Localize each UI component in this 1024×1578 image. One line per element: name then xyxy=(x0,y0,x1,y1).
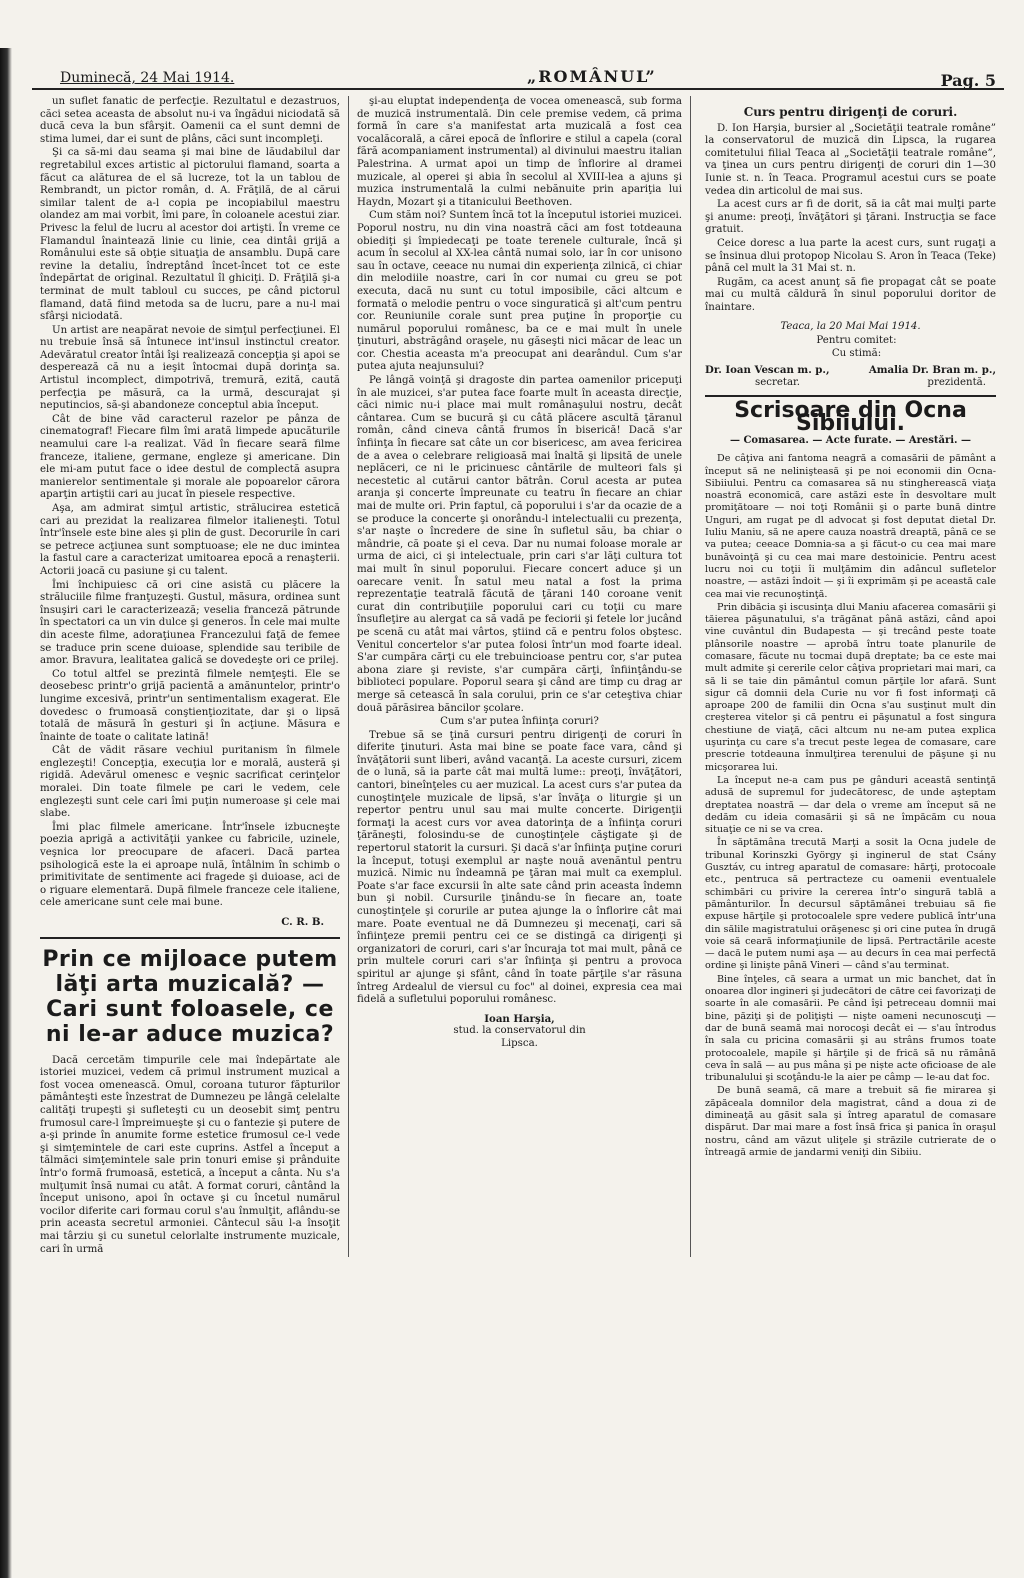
notice-title: Curs pentru dirigenţi de coruri. xyxy=(743,105,958,119)
author-city: Lipsca. xyxy=(501,1037,538,1049)
signature-right: Amalia Dr. Bran m. p., xyxy=(868,364,996,377)
paragraph: Pe lângă voinţă şi dragoste din partea oamenilor pricepuţi în ale muzicei, s'ar putea face foarte mult în aceasta direcţie, căci nimic nu-i place mai mult românaşului nostru, decât cântarea. Cum se bucură şi cu câtă plăcere ascultă ţăranul român, când cineva cântă frumos în biserică! Dacă s'ar înfiinţa în fiecare sat câte un cor bisericesc, am avea fericirea de a avea o celebrare religioasă mai înaltă şi lipsită de unele neplăceri, ce ni le pricinuesc cântările de multeori fals şi necestetic al cutărui cantor bătrân. Corul acesta ar putea aranja şi concerte împreunate cu teatru în fiecare an chiar mai de multe ori. Prin faptul, că poporului i s'ar da ocazie de a se produce la concerte şi onorându-l intelectualii cu prezenţa, s'ar naşte o încredere de sine în sufletul său, ba chiar o mândrie, că poate şi el ceva. Dar nu numai foloase morale ar urma de aici, ci şi intelectuale, prin cari s'ar lăţi cultura tot mai mult în sinul poporului. Fiecare concert aduce şi un oarecare venit. În satul meu natal a fost la prima reprezentaţie teatrală făcută de ţărani 140 coroane venit curat din contribuţiile poporului cari cu toţii cu mare însufleţire au alergat ca să vadă pe feciorii şi fetele lor jucând pe scenă cu atât mai vârtos, ştiind că e pentru folos obştesc. Venitul concertelor s'ar putea folosi într'un mod foarte ideal. S'ar cumpăra cărţi cu ele trebuincioase pentru cor, s'ar putea abona ziare şi reviste, s'ar cumpăra cărţi, înfiinţându-se biblioteci populare. Poporul seara şi când are timp cu drag ar merge să cetească în sala corului, prin ce s'ar ceteştiva chiar două părăsirea băncilor şcolare. xyxy=(357,375,682,714)
paragraph: Trebue să se ţină cursuri pentru dirigenţi de coruri în diferite ţinuturi. Asta mai bine se poate face vara, când şi învăţătorii sunt liberi, având vacanţă. La aceste cursuri, zicem de o lună, să ia parte cât mai multă lume:: preoţi, învăţători, cantori, bineînţeles cu aer muzical. La acest curs s'ar putea da cunoştinţele muzicale de lipsă, s'ar învăţa o liturgie şi un repertor pentru unul sau mai multe concerte. Dirigenţii formaţi la acest curs vor avea datorinţa de a înfiinţa coruri ţărăneşti, folosindu-se de cunoştinţele căştigate şi de repertorul statorit la cursuri. Şi dacă s'ar înfiinţa puţine coruri la început, totuşi exemplul ar naşte nouă avenăntul pentru muzică. Nimic nu îndeamnă pe ţăran mai mult ca exemplul. Poate s'ar face excursii în alte sate când prin aceasta îndemn bun şi nobil. Cursurile ţinându-se în fiecare an, toate cunoştinţele şi corurile ar putea ajunge la o înflorire cât mai mare. Poate eventual ne dă Dumnezeu şi mecenaţi, cari să înfiinţeze premii pentru cei ce se distingă ca dirigenţi şi organizatori de coruri, cari s'ar încuraja tot mai mult, până ce prin multele coruri cari s'ar înfiinţa şi pentru a provoca spiritul ar ajunge şi sfânt, când în toate părţile s'ar răsuna întreg Ardealul de viersul cu foc" al doinei, expresia cea mai fidelă a sufletului poporului românesc. xyxy=(357,729,682,1006)
newspaper-page xyxy=(0,48,1024,1578)
issue-date: Duminecă, 24 Mai 1914. xyxy=(60,70,235,86)
paragraph: D. Ion Harşia, bursier al „Societăţii teatrale române” la conservatorul de muzică din Lipsca, la rugarea comitetului filial Teaca al „Societăţii teatrale române”, va ţinea un curs pentru dirigenţi de coruri din 1—30 Iunie st. n. în Teaca. Programul acestui curs se poate vedea din articolul de mai sus. xyxy=(705,122,996,197)
paragraph: un suflet fanatic de perfecţie. Rezultatul e dezastruos, căci setea aceasta de absolut nu-i va îngădui niciodată să ducă ceva la bun sfârşit. Oamenii ca el sunt demni de stima lumei, dar ei sunt de plâns, căci sunt incompleţi. xyxy=(40,96,340,145)
paragraph: Îmi închipuiesc că ori cine asistă cu plăcere la străluciile filme franţuzeşti. Gustul, măsura, ordinea sunt însuşiri cari le caracterizează; veselia franceză pătrunde în spectatori ca un vin dulce şi generos. În cele mai multe din aceste filme, adoraţiunea Francezului faţă de femee se traduce prin scene duioase, splendide sau teribile de amor. Bravura, lealitatea galică se dovedeşte ori ce prilej. xyxy=(40,579,340,667)
paragraph: Şi ca să-mi dau seama şi mai bine de lăudabilul dar regretabilul exces artistic al pictorului flamand, soarta a făcut ca alăturea de el să lucreze, tot la un tablou de Rembrandt, un pictor român, d. A. Frăţilă, de al cărui similar talent de a-l copia pe incopiabilul maestru olandez am mai vorbit, îmi pare, în coloanele acestui ziar. Privesc la felul de lucru al acestor doi artişti. În vreme ce Flamandul înaintează linie cu linie, cea dintâi grijă a Românului este să obţie situaţia de ansamblu. După care revine la detaliu, îndreptând încet-încet tot ce este îndepărtat de original. Rezultatul îl ghiciţi. D. Frăţilă şi-a terminat de mult tabloul cu succes, pe când pictorul flamand, dată fiind metoda sa de lucru, pare a nu-l mai sfârşi niciodată. xyxy=(40,147,340,323)
newspaper-title: „ROMÂNUL” xyxy=(527,67,657,86)
role-right: prezidentă. xyxy=(927,376,986,388)
committee-label: Pentru comitet: xyxy=(816,335,897,347)
paragraph: La început ne-a cam pus pe gânduri această sentinţă adusă de supremul for judecătoresc, de unde aşteptam dreptatea noastră — dar dela o vreme am început să ne dedăm cu ideia comasării şi să ne împăcăm cu noua situaţie ce ni se va crea. xyxy=(705,774,996,836)
paragraph: Un artist are neapărat nevoie de simţul perfecţiunei. El nu trebuie însă să întunece int'insul instinctul creator. Adevăratul creator întâi îşi realizează concepţia şi apoi se desperează că nu a ieşit întocmai după dorinţa sa. Artistul incomplect, dimpotrivă, tremură, ezită, caută perfecţia pe măsură, ca la urmă, descurajat şi neputincios, să-şi abandoneze conceptul abia început. xyxy=(40,324,340,412)
page-number: Pag. 5 xyxy=(940,71,996,90)
paragraph: Prin dibăcia şi iscusinţa dlui Maniu afacerea comasării şi tăierea păşunatului, s'a trăgănat până astăzi, când apoi vine cuvântul din Budapesta — şi trecând peste toate plânsorile noastre — aprobă întru toate planurile de comasare, făcute nu tocmai după dreptate; ba ce este mai mult admite şi cererile celor câţiva proprietari mai mari, ca să li se taie din pământul comun părţile lor afară. Sunt sigur că domnii dela Curie nu vor fi fost informaţi că aproape 200 de familii din Ocna s'au susţinut mult din creşterea vitelor şi că pentru ei păşunatul a fost singura chestiune de viaţă, căci altcum nu ne-am putea explica uşurinţa cu care s'a trecut peste legea de comasare, care prescrie totdeauna înmulţirea terenului de păşune şi nu micşorarea lui. xyxy=(705,601,996,773)
section-question: Cum s'ar putea înfiinţa coruri? xyxy=(440,716,599,728)
author-affiliation: stud. la conservatorul din xyxy=(453,1025,586,1037)
article-subhead: — Comasarea. — Acte furate. — Arestări. — xyxy=(729,434,972,446)
paragraph: Ceice doresc a lua parte la acest curs, sunt rugaţi a se însinua dlui protopop Nicolau S. Aron în Teaca (Teke) până cel mult la 31 Mai st. n. xyxy=(705,237,996,275)
column-2 xyxy=(348,96,690,1257)
paragraph: Cum stăm noi? Suntem încă tot la începutul istoriei muzicei. Poporul nostru, nu din vina noastră căci am fost totdeauna obiediţi şi împiedecaţi pe toate terenele culturale, încă şi acum în secolul al XX-lea cântă numai solo, iar în cor unisono sau în octave, ceeace nu numai din experienţa zilnică, ci chiar din melodiile noastre, cari în cor numai cu greu se pot executa, dacă nu sunt cu totul imposibile, căci altcum e formată o melodie pentru o voce singuratică şi alt'cum pentru cor. Reuniunile corale sunt prea puţine în proporţie cu numărul poporului românesc, ba ce e mai mult în unele ţinuturi, abstrăgând oraşele, nu găseşti nici măcar de leac un cor. Chestia aceasta m'a preocupat ani dearândul. Cum s'ar putea ajuta neajunsului? xyxy=(357,210,682,373)
regards-label: Cu stimă: xyxy=(831,347,882,359)
columns xyxy=(32,96,1004,1257)
column-1 xyxy=(32,96,348,1257)
paragraph: şi-au eluptat independenţa de vocea omenească, sub forma de muzică instrumentală. Din cele premise vedem, că prima formă în care s'a manifestat arta muzicală a fost cea vocalăcorală, a cărei epocă de înflorire e stilul a capela (coral fără acompaniament instrumental) al divinului maestru italian Palestrina. A urmat apoi un timp de înflorire al dramei muzicale, al operei şi abia în secolul al XVIII-lea a ajuns şi muzica instrumentală la culmi nebănuite prin apariţia lui Haydn, Mozart şi a titanicului Beethoven. xyxy=(357,96,682,208)
paragraph: Cât de vădit răsare vechiul puritanism în filmele englezeşti! Concepţia, execuţia lor e morală, austeră şi rigidă. Adevărul omenesc e veşnic sacrificat cerinţelor moralei. Din toate filmele pe cari le vedem, cele englezeşti sunt cele cari îmi puţin numeroase şi cele mai slabe. xyxy=(40,745,340,820)
divider xyxy=(40,937,340,939)
divider xyxy=(705,395,996,397)
paragraph: Co totul altfel se prezintă filmele nemţeşti. Ele se deosebesc printr'o grijă pacientă a amănuntelor, printr'o lungime excesivă, printr'un sentimentalism exagerat. Ele dovedesc o frumoasă conştienţiozitate, dar şi o lipsă totală de măsură în gesturi şi în acţiune. Măsura e înainte de toate o calitate latină! xyxy=(40,668,340,743)
paragraph: Bine înţeles, că seara a urmat un mic banchet, dat în onoarea dlor ingineri şi judecători de către cei favorizaţi de soarte în ale comasării. Pe când îşi petreceau domnii mai bine, păziţi şi de poliţişti — nişte oameni necunoscuţi — dar de bună seamă mai norocoşi decât ei — s'au întrodus în sala cu pricina comasării şi au strâns frumos toate protocoalele, mapile şi hărţile şi de frică să nu rămână ceva în sală — au pus mâna şi pe niște acte oficioase de ale tribunalului şi scoţându-le la aier pe câmp — le-au dat foc. xyxy=(705,973,996,1084)
signature-left: Dr. Ioan Vescan m. p., xyxy=(705,364,830,377)
signatures xyxy=(705,364,996,377)
article-headline: Scrisoare din Ocna Sibiiului. xyxy=(734,398,967,437)
paragraph: De câţiva ani fantoma neagră a comasării de pământ a început să ne nelinişteasă şi pe noi economii din Ocna-Sibiiului. Pentru ca comasarea să nu stingherească viaţa noastră economică, care astăzi este în desvoltare mult promiţătoare — noi toţi Românii şi o parte bună dintre Unguri, am rugat pe dl advocat şi fost deputat dietal Dr. Iuliu Maniu, să ne apere cauza noastră dreaptă, până ce se va putea; ceeace Domnia-sa a şi făcut-o cu cea mai mare bunăvoinţă şi cu cea mai mare destoinicie. Pentru acest lucru noi cu toţii îi mulţămim din adâncul sufletelor noastre, — astăzi îndoit — şi îi exprimăm şi pe această cale cea mai vie recunoştinţă. xyxy=(705,453,996,600)
paragraph: Dacă cercetăm timpurile cele mai îndepărtate ale istoriei muzicei, vedem că primul instrument muzical a fost vocea omenească. Omul, coroana tuturor făpturilor pământeşti este înzestrat de Dumnezeu pe lângă celelalte calităţi trupeşti şi sufleteşti cu un deosebit simţ pentru frumosul care-l împreimueşte şi cu o fantezie şi putere de a-şi prinde în anumite forme estetice frumosul ce-l vede şi simţemintele de cari este cuprins. Astfel a început a tălmăci simţemintele sale prin tonuri emise şi prânduite într'o formă frumoasă, estetică, a început a cânta. Nu s'a mulţumit însă numai cu atât. A format coruri, cântând la început unisono, apoi în octave şi cu încetul numărul vocilor diferite cari formau corul s'au înmulţit, aflându-se prin aceasta secretul armoniei. Cântecul său l-a însoţit mai târziu şi cu sunetul celorlalte instrumente muzicale, cari în urmă xyxy=(40,1054,340,1255)
paragraph: Cât de bine văd caracterul razelor pe pânza de cinematograf! Fiecare film îmi arată limpede apucăturile neamului care l-a realizat. Văd în fiecare seară filme franceze, italiene, germane, engleze şi americane. Din ele mi-am putut face o idee destul de complectă asupra manierelor sentimentale şi morale ale popoarelor cărora aparţin artiştii cari au jucat în piesele respective. xyxy=(40,413,340,501)
paragraph: Aşa, am admirat simţul artistic, strălucirea estetică cari au prezidat la realizarea filmelor italieneşti. Totul într'însele este bine ales şi plin de gust. Decorurile în cari se petrece acţiunea sunt somptuoase; ele ne duc imintea la fastul care a caracterizat umitoarea epocă a renaşterii. Actorii joacă cu pasiune şi cu talent. xyxy=(40,503,340,577)
notice-date: Teaca, la 20 Mai Mai 1914. xyxy=(780,320,921,332)
signature-roles xyxy=(705,377,996,390)
binding-edge xyxy=(0,48,12,1578)
paragraph: În săptămâna trecută Marţi a sosit la Ocna judele de tribunal Korinszki György şi inginerul de stat Csány Gusztáv, cu intreg aparatul de comasare: hărţi, protocoale etc., pentruca să pertracteze cu oamenii eventualele schimbări cu privire la cererea într'o singură tablă a pământurilor. În decursul săptămânei trebuiau să fie expuse hărţile şi protocoalele spre vedere publică într'una din sălile magistratului orăşenesc şi ori cine putea în drugă voie să ceară informaţiunile de lipsă. Pertractările aceste — dacă le putem numi aşa — au decurs în cea mai perfectă ordine şi linişte până Vineri — când s'au terminat. xyxy=(705,837,996,972)
paragraph: La acest curs ar fi de dorit, să ia cât mai mulţi parte şi anume: preoţi, învăţători şi ţărani. Instrucţia se face gratuit. xyxy=(705,199,996,236)
page-header xyxy=(32,48,1004,90)
article-headline: Prin ce mijloace putem lăţi arta muzicală? — Cari sunt foloasele, ce ni le-ar aduce muzica? xyxy=(42,946,338,1047)
article-body xyxy=(705,453,996,1159)
paragraph: Îmi plac filmele americane. Într'însele izbucneşte poezia aprigă a activităţii yankee cu fabricile, uzinele, veşnica lor preocupare de afaceri. Dacă partea psihologică este la ei aproape nulă, întâlnim în schimb o primitivitate de sentimente aci fragede şi duioase, aci de o riguare elementară. După filmele franceze cele italiene, cele americane sunt cele mai bune. xyxy=(40,821,340,909)
role-left: secretar. xyxy=(755,376,801,388)
column-3 xyxy=(690,96,1004,1257)
article-signature: C. R. B. xyxy=(281,916,324,928)
author-name: Ioan Harşia, xyxy=(484,1012,555,1025)
paragraph: De bună seamă, că mare a trebuit să fie mirarea şi zăpăceala domnilor dela magistrat, când a doua zi de dimineaţă au găsit sala şi întreg aparatul de comasare dispărut. Dar mai mare a fost însă frica şi panica în oraşul nostru, când am văzut uliţele şi străzile cutrierate de o întreagă armie de jandarmi veniţi din Sibiiu. xyxy=(705,1085,996,1158)
paragraph: Rugăm, ca acest anunţ să fie propagat cât se poate mai cu multă căldură în sinul poporului doritor de înaintare. xyxy=(705,276,996,313)
